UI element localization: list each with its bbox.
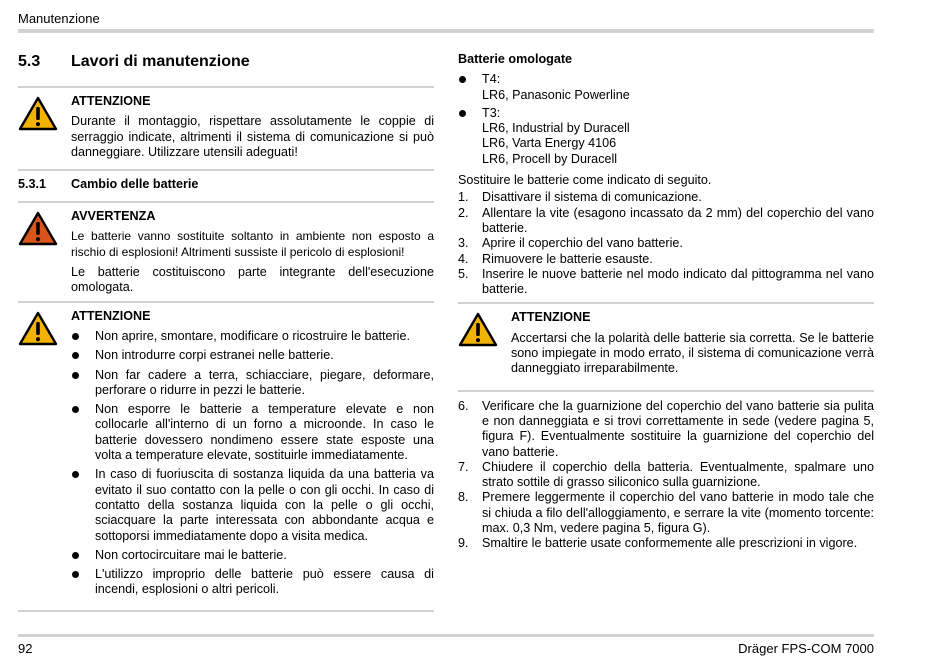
- list-item: L'utilizzo improprio delle batterie può essere causa di incendi, esplosioni o altri pericoli.: [71, 567, 434, 598]
- battery-model: LR6, Industrial by Duracell: [482, 121, 630, 136]
- list-item: [458, 399, 874, 460]
- step-number: 1.: [458, 190, 469, 205]
- list-item: [458, 72, 874, 103]
- notice-heading: ATTENZIONE: [71, 308, 151, 323]
- step-number: 2.: [458, 205, 469, 220]
- step-number: 8.: [458, 490, 469, 505]
- page-number: 92: [18, 641, 33, 656]
- left-column: [18, 52, 434, 612]
- step-text: Smaltire le batterie usate conformemente alle prescrizioni in vigore.: [482, 536, 858, 551]
- step-text: Verificare che la guarnizione del coperchio del vano batterie sia pulita e non danneggiata e si trovi correttamente in sede (vedere pagina 5, figura F). Eventualmente sostituire la guarnizione del coperchio del vano batterie.: [482, 398, 874, 459]
- warning-triangle-icon: [18, 311, 58, 346]
- step-text: Chiudere il coperchio della batteria. Eventualmente, spalmare uno strato sottile di grasso siliconico sulla guarnizione.: [482, 459, 874, 490]
- step-number: 9.: [458, 536, 469, 551]
- notice-text: Accertarsi che la polarità delle batterie sia corretta. Se le batterie sono impiegate in modo errato, il sistema di comunicazione verrà danneggiato irreparabilmente.: [511, 330, 874, 376]
- list-item: Non aprire, smontare, modificare o ricostruire le batterie.: [71, 329, 434, 344]
- notice-heading: ATTENZIONE: [511, 310, 591, 325]
- steps-list-b: [458, 399, 874, 552]
- step-number: 3.: [458, 236, 469, 251]
- section-number: 5.3: [18, 53, 41, 70]
- step-number: 7.: [458, 459, 469, 474]
- approved-batteries-heading: Batterie omologate: [458, 52, 573, 66]
- list-item: [458, 267, 874, 298]
- step-text: Premere leggermente il coperchio del vano batterie in modo tale che si chiuda a filo dell'alloggiamento, e serrare la vite (momento torcente: max. 0,3 Nm, vedere pagina 5, figura G).: [482, 490, 874, 536]
- battery-class-label: T3:: [482, 105, 501, 120]
- steps-intro: Sostituire le batterie come indicato di seguito.: [458, 173, 712, 188]
- list-item: Non introdurre corpi estranei nelle batterie.: [71, 348, 434, 363]
- list-item: Non cortocircuitare mai le batterie.: [71, 548, 434, 563]
- list-item: [458, 190, 874, 205]
- step-number: 4.: [458, 251, 469, 266]
- subsection-title: Cambio delle batterie: [71, 177, 199, 192]
- list-item: [458, 236, 874, 251]
- list-item: [458, 106, 874, 167]
- battery-model: LR6, Panasonic Powerline: [482, 87, 630, 102]
- list-item: Non esporre le batterie a temperature elevate e non collocarle all'interno di un forno a microonde. In caso le batterie dovessero nondimeno essere state esposte una volta a temperature elevate, sostituirle immediatamente.: [71, 402, 434, 463]
- step-text: Disattivare il sistema di comunicazione.: [482, 190, 702, 205]
- footer-rule: [18, 634, 874, 637]
- caution-notice-polarity: [458, 302, 874, 391]
- steps-list-a: [458, 190, 874, 297]
- list-item: [458, 206, 874, 237]
- header-rule: [18, 29, 874, 33]
- step-number: 6.: [458, 398, 469, 413]
- warning-triangle-icon: [18, 211, 58, 246]
- product-name: Dräger FPS-COM 7000: [738, 641, 874, 656]
- list-item: [458, 252, 874, 267]
- warning-triangle-icon: [458, 312, 498, 347]
- approved-batteries-list: [458, 72, 874, 167]
- notice-text: Le batterie costituiscono parte integrante dell'esecuzione omologata.: [71, 265, 434, 295]
- list-item: [458, 536, 874, 551]
- warning-triangle-icon: [18, 96, 58, 131]
- step-text: Rimuovere le batterie esauste.: [482, 251, 653, 266]
- battery-model: LR6, Procell by Duracell: [482, 151, 618, 166]
- notice-text: Durante il montaggio, rispettare assolutamente le coppie di serraggio indicate, altrimenti il sistema di comunicazione si può danneggiare. Utilizzare utensili adeguati!: [71, 114, 434, 159]
- bullet-list: [71, 329, 434, 598]
- notice-heading: ATTENZIONE: [71, 94, 151, 108]
- section-heading: [18, 52, 434, 72]
- list-item: [458, 490, 874, 536]
- running-header: Manutenzione: [18, 11, 100, 26]
- step-number: 5.: [458, 266, 469, 281]
- list-item: Non far cadere a terra, schiacciare, piegare, deformare, perforare o ridurre in pezzi le batterie.: [71, 368, 434, 399]
- battery-class-label: T4:: [482, 72, 501, 87]
- battery-model: LR6, Varta Energy 4106: [482, 136, 617, 151]
- right-column: [458, 52, 874, 552]
- caution-icon-wrap: [18, 94, 71, 165]
- caution-notice-torque: [18, 86, 434, 165]
- subsection-number: 5.3.1: [18, 177, 47, 192]
- notice-heading: AVVERTENZA: [71, 209, 156, 224]
- subsection-heading: [18, 169, 434, 192]
- warning-notice-explosion: [18, 201, 434, 300]
- notice-text: Le batterie vanno sostituite soltanto in ambiente non esposto a rischio di esplosioni! Altrimenti sussiste il pericolo di esplosioni!: [71, 229, 434, 259]
- step-text: Inserire le nuove batterie nel modo indicato dal pittogramma nel vano batterie.: [482, 266, 874, 297]
- list-item: [458, 460, 874, 491]
- step-text: Aprire il coperchio del vano batterie.: [482, 236, 683, 251]
- caution-notice-batteries: [18, 301, 434, 612]
- list-item: In caso di fuoriuscita di sostanza liquida da una batteria va evitato il suo contatto con la pelle o con gli occhi. In caso di contatto della sostanza liquida con la pelle o gli occhi, sciacquare la parte interessata con abbondante acqua e sottoporsi immediatamente dopo a visita medica.: [71, 467, 434, 543]
- step-text: Allentare la vite (esagono incassato da 2 mm) del coperchio del vano batterie.: [482, 205, 874, 235]
- section-title: Lavori di manutenzione: [71, 53, 250, 70]
